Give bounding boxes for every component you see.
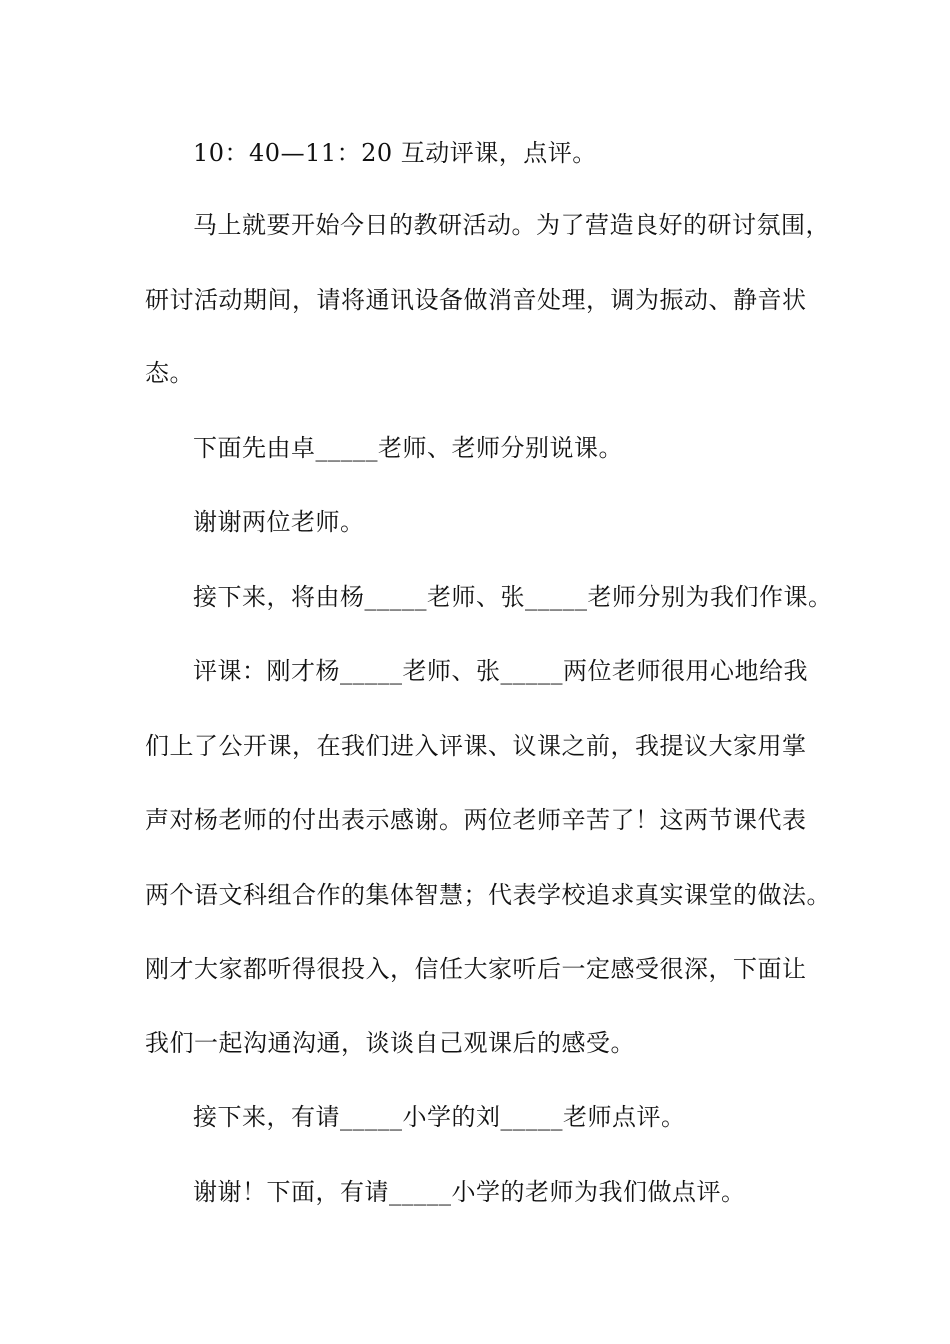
paragraph-review-line-2: 们上了公开课，在我们进入评课、议课之前，我提议大家用掌 xyxy=(145,732,807,760)
paragraph-next-lesson: 接下来，将由杨_____老师、张_____老师分别为我们作课。 xyxy=(193,583,833,611)
paragraph-invite-comment-2: 谢谢！下面，有请_____小学的老师为我们做点评。 xyxy=(193,1178,746,1206)
paragraph-review-line-6: 我们一起沟通沟通，谈谈自己观课后的感受。 xyxy=(145,1029,635,1057)
paragraph-review-line-1: 评课：刚才杨_____老师、张_____两位老师很用心地给我 xyxy=(193,657,808,685)
paragraph-opening-line-3: 态。 xyxy=(145,359,194,387)
paragraph-schedule: 10：40—11：20 互动评课，点评。 xyxy=(193,139,597,167)
paragraph-lesson-intro: 下面先由卓_____老师、老师分别说课。 xyxy=(193,434,623,462)
paragraph-opening-line-1: 马上就要开始今日的教研活动。为了营造良好的研讨氛围， xyxy=(193,211,830,239)
paragraph-review-line-3: 声对杨老师的付出表示感谢。两位老师辛苦了！这两节课代表 xyxy=(145,806,807,834)
paragraph-invite-comment-1: 接下来，有请_____小学的刘_____老师点评。 xyxy=(193,1103,686,1131)
paragraph-thanks: 谢谢两位老师。 xyxy=(193,508,365,536)
paragraph-review-line-5: 刚才大家都听得很投入，信任大家听后一定感受很深，下面让 xyxy=(145,955,807,983)
paragraph-review-line-4: 两个语文科组合作的集体智慧；代表学校追求真实课堂的做法。 xyxy=(145,881,831,909)
paragraph-opening-line-2: 研讨活动期间，请将通讯设备做消音处理，调为振动、静音状 xyxy=(145,286,807,314)
